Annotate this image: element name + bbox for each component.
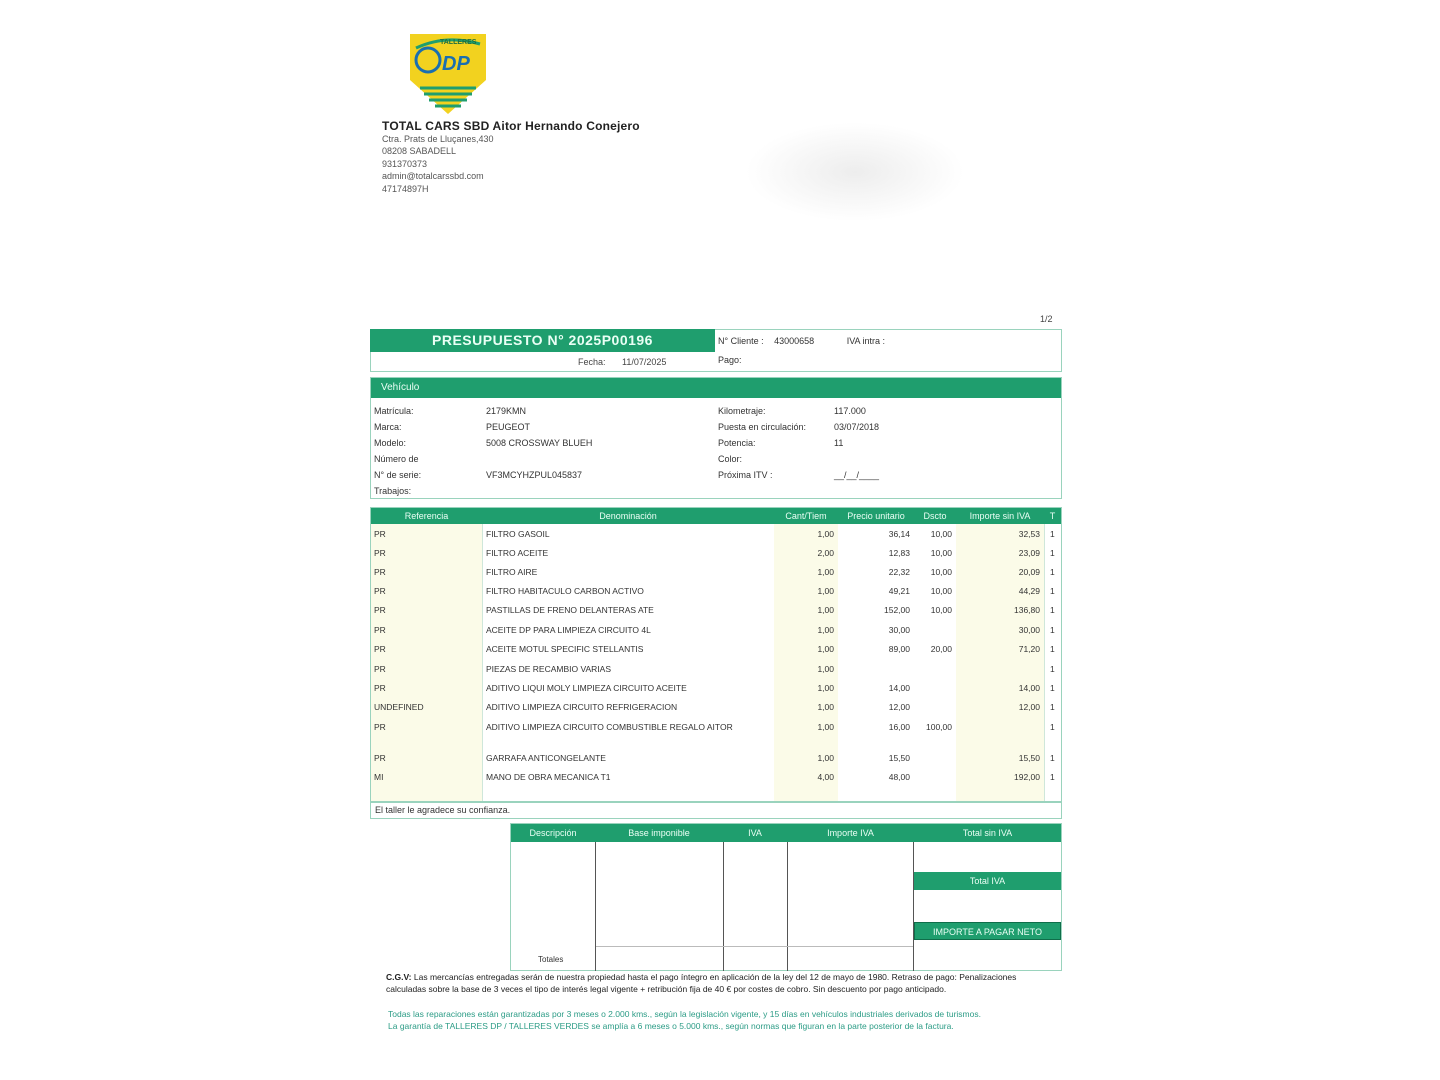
- vehicle-label-serial: N° de serie:: [374, 470, 422, 480]
- cell-ref: PR: [374, 529, 386, 539]
- cell-qty: 1,00: [817, 722, 834, 732]
- cell-amount: 32,53: [1018, 529, 1040, 539]
- cell-tax: 1: [1050, 722, 1055, 732]
- cell-ref: PR: [374, 567, 386, 577]
- header-unit-price: Precio unitario: [847, 511, 905, 521]
- cell-desc: FILTRO ACEITE: [486, 548, 549, 558]
- cell-ref: PR: [374, 644, 386, 654]
- cell-ref: PR: [374, 605, 386, 615]
- header-discount: Dscto: [923, 511, 947, 521]
- cell-qty: 1,00: [817, 683, 834, 693]
- cell-ref: PR: [374, 664, 386, 674]
- cell-amount: 44,29: [1018, 586, 1040, 596]
- vehicle-label-power: Potencia:: [718, 438, 756, 448]
- cell-qty: 2,00: [817, 548, 834, 558]
- table-row: [370, 625, 1062, 639]
- table-row: [370, 683, 1062, 697]
- cell-ref: MI: [374, 772, 384, 782]
- vehicle-label-plate: Matrícula:: [374, 406, 414, 416]
- table-row: [370, 567, 1062, 581]
- cell-qty: 1,00: [817, 567, 834, 577]
- cgv-text: Las mercancías entregadas serán de nuestra propiedad hasta el pago íntegro en aplicación de la ley del 12 de mayo de 1980. Retraso de pago: Penalizaciones calculadas sobre la base de 3 veces el tipo de interés legal vigente + retribución fija de 40 € por costes de cobro. Sin descuento por pago anticipado.: [386, 972, 1017, 994]
- cell-qty: 1,00: [817, 664, 834, 674]
- totals-box: [510, 823, 1062, 971]
- client-value: 43000658: [774, 336, 815, 346]
- cell-price: 49,21: [888, 586, 910, 596]
- totals-header-total-net: Total sin IVA: [962, 828, 1013, 838]
- thanks-message: El taller le agradece su confianza.: [370, 802, 1062, 819]
- cell-price: 12,83: [888, 548, 910, 558]
- cell-tax: 1: [1050, 644, 1055, 654]
- vehicle-value-km: 117.000: [834, 406, 866, 416]
- totals-divider: [913, 842, 914, 971]
- cell-desc: FILTRO AIRE: [486, 567, 538, 577]
- vehicle-title: Vehículo: [371, 378, 1061, 398]
- cell-amount: 30,00: [1018, 625, 1040, 635]
- cell-price: 22,32: [888, 567, 910, 577]
- header-amount: Importe sin IVA: [969, 511, 1031, 521]
- page-number: 1/2: [1040, 314, 1053, 324]
- client-label: N° Cliente :: [718, 336, 764, 346]
- cell-desc: ADITIVO LIMPIEZA CIRCUITO COMBUSTIBLE REGALO AITOR: [486, 722, 733, 732]
- header-tax-type: T: [1049, 511, 1056, 521]
- totals-divider: [595, 842, 596, 971]
- vehicle-label-jobs: Trabajos:: [374, 486, 412, 496]
- cell-amount: 15,50: [1018, 753, 1040, 763]
- payment-label: Pago:: [718, 355, 742, 365]
- cell-qty: 1,00: [817, 605, 834, 615]
- vehicle-value-power: 11: [834, 438, 844, 448]
- cell-amount: 71,20: [1018, 644, 1040, 654]
- company-address: Ctra. Prats de Lluçanes,430: [382, 133, 494, 144]
- cell-price: 15,50: [888, 753, 910, 763]
- table-row: [370, 772, 1062, 786]
- cell-amount: 136,80: [1014, 605, 1040, 615]
- header-description: Denominación: [599, 511, 657, 521]
- cell-tax: 1: [1050, 586, 1055, 596]
- cell-discount: 10,00: [930, 605, 952, 615]
- warranty-text: [388, 1009, 1048, 1032]
- warranty-line-2: La garantía de TALLERES DP / TALLERES VERDES se amplía a 6 meses o 5.000 kms., según normas que figuran en la parte posterior de la factura.: [388, 1020, 954, 1031]
- cell-discount: 100,00: [926, 722, 952, 732]
- cell-desc: FILTRO GASOIL: [486, 529, 550, 539]
- cell-discount: 10,00: [930, 567, 952, 577]
- vehicle-label-registration: Puesta en circulación:: [718, 422, 807, 432]
- cell-qty: 4,00: [817, 772, 834, 782]
- cell-amount: 23,09: [1018, 548, 1040, 558]
- header-quantity: Cant/Tiem: [785, 511, 827, 521]
- cell-desc: PIEZAS DE RECAMBIO VARIAS: [486, 664, 612, 674]
- cell-tax: 1: [1050, 772, 1055, 782]
- vehicle-value-serial: VF3MCYHZPUL045837: [486, 470, 583, 480]
- company-tax-id: 47174897H: [382, 183, 429, 194]
- cell-price: 12,00: [888, 702, 910, 712]
- table-row: [370, 605, 1062, 619]
- cell-tax: 1: [1050, 664, 1055, 674]
- cell-qty: 1,00: [817, 586, 834, 596]
- cell-desc: ACEITE MOTUL SPECIFIC STELLANTIS: [486, 644, 644, 654]
- cell-desc: MANO DE OBRA MECANICA T1: [486, 772, 611, 782]
- vehicle-value-itv: __/__/____: [834, 470, 880, 480]
- totals-divider: [787, 842, 788, 971]
- logo-brand-top: TALLERES: [440, 39, 477, 46]
- table-row: [370, 529, 1062, 543]
- cell-desc: GARRAFA ANTICONGELANTE: [486, 753, 606, 763]
- total-iva-label: Total IVA: [914, 872, 1061, 890]
- vehicle-label-model: Modelo:: [374, 438, 407, 448]
- cgv-label: C.G.V:: [386, 972, 412, 982]
- net-amount-label: IMPORTE A PAGAR NETO: [914, 922, 1061, 940]
- logo-brand-main: DP: [442, 53, 470, 75]
- general-conditions: [386, 972, 1046, 995]
- vehicle-value-registration: 03/07/2018: [834, 422, 880, 432]
- header-reference: Referencia: [404, 511, 449, 521]
- cell-desc: ADITIVO LIMPIEZA CIRCUITO REFRIGERACION: [486, 702, 678, 712]
- table-row: [370, 753, 1062, 767]
- cell-amount: 12,00: [1018, 702, 1040, 712]
- table-row: [370, 586, 1062, 600]
- cell-price: 36,14: [888, 529, 910, 539]
- cell-qty: 1,00: [817, 529, 834, 539]
- cell-tax: 1: [1050, 529, 1055, 539]
- totals-row-divider: [596, 946, 913, 947]
- cell-ref: PR: [374, 586, 386, 596]
- cell-tax: 1: [1050, 683, 1055, 693]
- totals-label: Totales: [538, 955, 564, 964]
- cell-ref: PR: [374, 722, 386, 732]
- cell-amount: 20,09: [1018, 567, 1040, 577]
- cell-discount: 10,00: [930, 586, 952, 596]
- cell-qty: 1,00: [817, 753, 834, 763]
- cell-desc: PASTILLAS DE FRENO DELANTERAS ATE: [486, 605, 654, 615]
- vehicle-label-color: Color:: [718, 454, 743, 464]
- cell-amount: 14,00: [1018, 683, 1040, 693]
- cell-tax: 1: [1050, 702, 1055, 712]
- company-name: TOTAL CARS SBD Aitor Hernando Conejero: [382, 119, 640, 133]
- cell-tax: 1: [1050, 605, 1055, 615]
- cell-tax: 1: [1050, 753, 1055, 763]
- table-row: [370, 722, 1062, 746]
- cell-price: 48,00: [888, 772, 910, 782]
- warranty-line-1: Todas las reparaciones están garantizadas por 3 meses o 2.000 kms., según la legislación vigente, y 15 días en vehículos industriales derivados de turismos.: [388, 1009, 981, 1019]
- cell-tax: 1: [1050, 567, 1055, 577]
- date-label: Fecha:: [578, 357, 606, 367]
- cell-tax: 1: [1050, 625, 1055, 635]
- cell-qty: 1,00: [817, 625, 834, 635]
- vehicle-value-brand: PEUGEOT: [486, 422, 531, 432]
- date-value: 11/07/2025: [622, 357, 667, 367]
- vehicle-label-brand: Marca:: [374, 422, 402, 432]
- totals-header-description: Descripción: [529, 828, 577, 838]
- cell-price: 89,00: [888, 644, 910, 654]
- cell-price: 16,00: [888, 722, 910, 732]
- totals-header: [511, 824, 1061, 842]
- vehicle-value-model: 5008 CROSSWAY BLUEH: [486, 438, 593, 448]
- company-email: admin@totalcarssbd.com: [382, 171, 484, 181]
- cell-price: 30,00: [888, 625, 910, 635]
- vehicle-value-plate: 2179KMN: [486, 406, 527, 416]
- totals-header-base: Base imponible: [628, 828, 690, 838]
- cell-desc: ACEITE DP PARA LIMPIEZA CIRCUITO 4L: [486, 625, 651, 635]
- totals-header-iva: IVA: [748, 828, 762, 838]
- table-row: [370, 548, 1062, 562]
- totals-divider: [723, 842, 724, 971]
- cell-price: 14,00: [888, 683, 910, 693]
- cell-desc: ADITIVO LIQUI MOLY LIMPIEZA CIRCUITO ACEITE: [486, 683, 687, 693]
- table-row: [370, 664, 1062, 678]
- cell-discount: 10,00: [930, 529, 952, 539]
- cell-ref: PR: [374, 548, 386, 558]
- cell-amount: 192,00: [1014, 772, 1040, 782]
- cell-ref: PR: [374, 753, 386, 763]
- cell-tax: 1: [1050, 548, 1055, 558]
- vehicle-label-km: Kilometraje:: [718, 406, 766, 416]
- cell-ref: UNDEFINED: [374, 702, 424, 712]
- vehicle-label-number: Número de: [374, 454, 419, 464]
- quote-title: PRESUPUESTO N° 2025P00196: [370, 329, 715, 352]
- vehicle-label-itv: Próxima ITV :: [718, 470, 773, 480]
- cell-discount: 20,00: [930, 644, 952, 654]
- cell-qty: 1,00: [817, 644, 834, 654]
- totals-header-iva-amount: Importe IVA: [827, 828, 874, 838]
- cell-desc: FILTRO HABITACULO CARBON ACTIVO: [486, 586, 644, 596]
- cell-ref: PR: [374, 683, 386, 693]
- company-city: 08208 SABADELL: [382, 146, 457, 156]
- company-phone: 931370373: [382, 158, 428, 169]
- iva-intra-label: IVA intra :: [846, 336, 886, 346]
- table-row: [370, 644, 1062, 658]
- cell-discount: 10,00: [930, 548, 952, 558]
- cell-qty: 1,00: [817, 702, 834, 712]
- cell-price: 152,00: [884, 605, 910, 615]
- table-row: [370, 702, 1062, 716]
- cell-ref: PR: [374, 625, 386, 635]
